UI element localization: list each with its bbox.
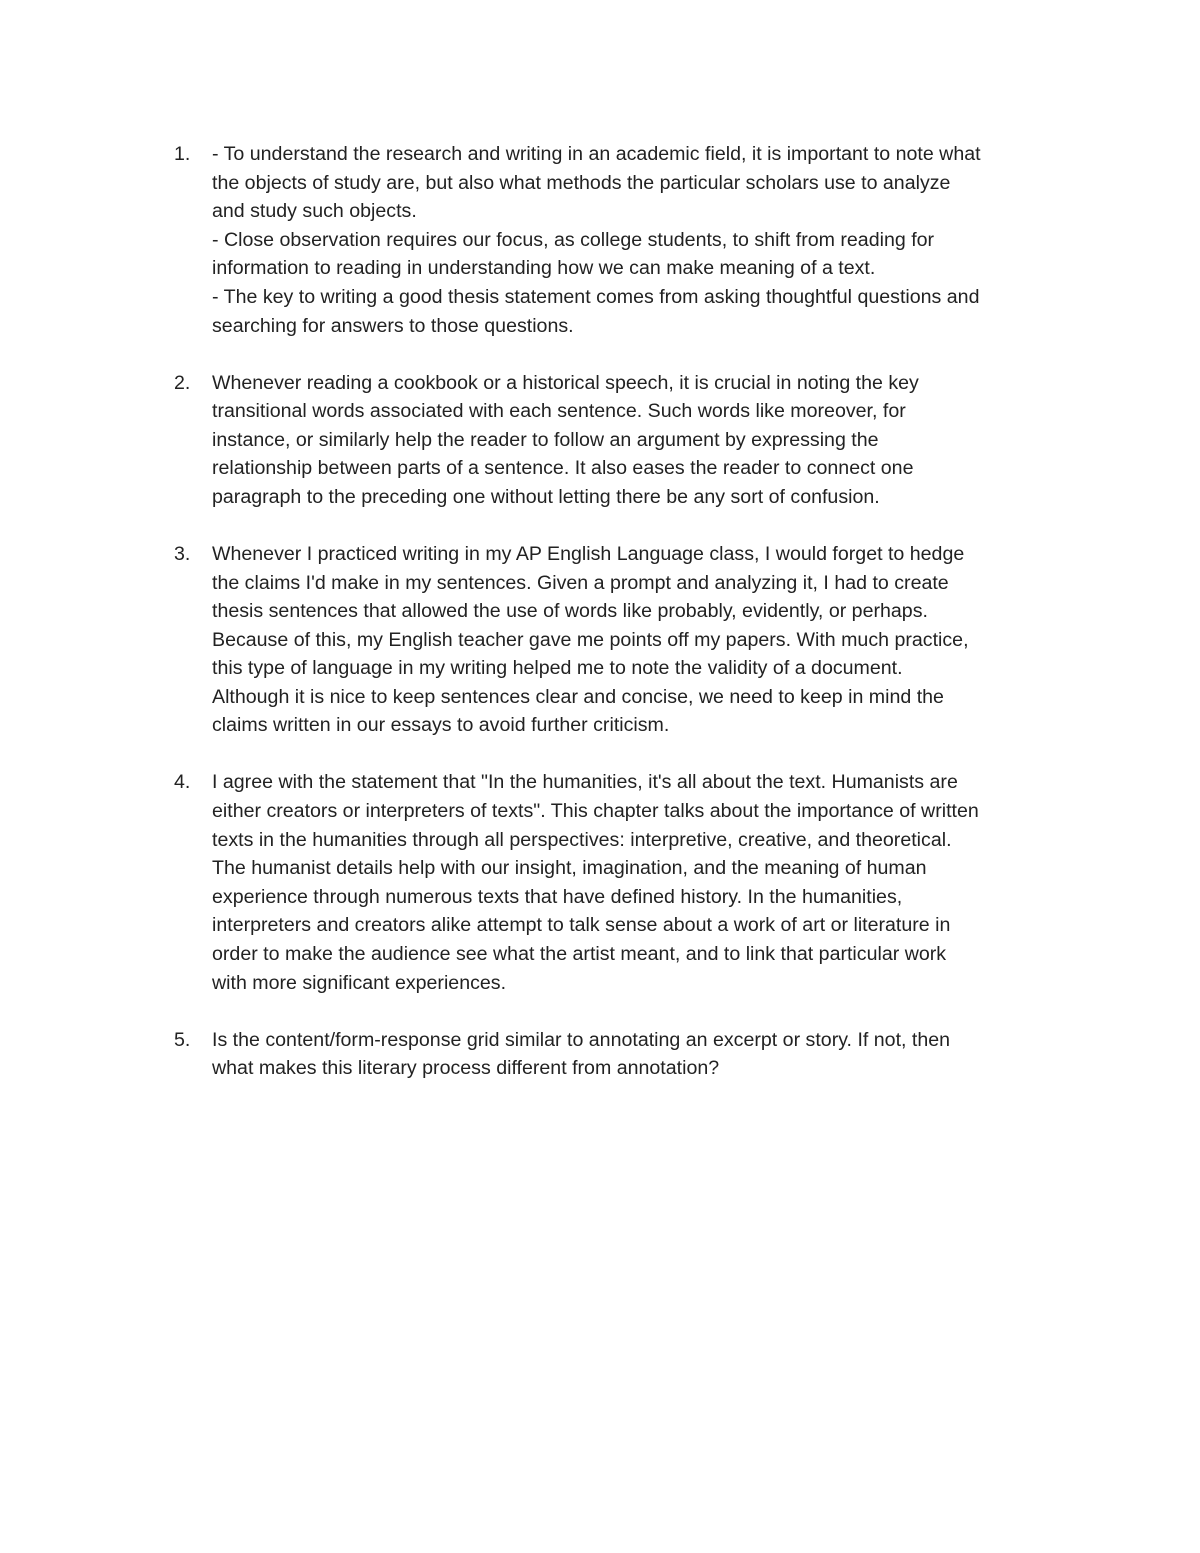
- text-line: Whenever I practiced writing in my AP English Language class, I would forget to hedge: [212, 542, 965, 565]
- text-line: information to reading in understanding how we can make meaning of a text.: [212, 257, 876, 280]
- text-line: transitional words associated with each sentence. Such words like moreover, for: [212, 400, 906, 423]
- text-line: experience through numerous texts that have defined history. In the humanities,: [212, 885, 903, 908]
- text-line: - The key to writing a good thesis statement comes from asking thoughtful questions and: [212, 285, 980, 308]
- text-line: Is the content/form-response grid similar to annotating an excerpt or story. If not, then: [212, 1028, 951, 1051]
- text-line: paragraph to the preceding one without letting there be any sort of confusion.: [212, 485, 880, 508]
- text-line: interpreters and creators alike attempt to talk sense about a work of art or literature in: [212, 914, 951, 937]
- text-line: claims written in our essays to avoid further criticism.: [212, 714, 670, 737]
- list-item-text: [212, 768, 1074, 997]
- text-line: and study such objects.: [212, 200, 417, 223]
- text-line: The humanist details help with our insight, imagination, and the meaning of human: [212, 857, 927, 880]
- list-item-number: 2.: [174, 371, 191, 394]
- list-item-number: 1.: [174, 143, 191, 165]
- text-line: with more significant experiences.: [212, 971, 507, 994]
- list-item-text: [212, 1026, 1074, 1083]
- text-line: this type of language in my writing helped me to note the validity of a document.: [212, 657, 903, 680]
- text-line: what makes this literary process different from annotation?: [212, 1057, 720, 1080]
- list-item-1: [174, 140, 1074, 340]
- list-item-5: [174, 1026, 1074, 1083]
- list-item-3: [174, 540, 1074, 740]
- text-line: texts in the humanities through all perspectives: interpretive, creative, and theoretical.: [212, 828, 952, 851]
- list-item-number: 4.: [174, 771, 191, 794]
- text-line: relationship between parts of a sentence. It also eases the reader to connect one: [212, 457, 914, 480]
- text-line: either creators or interpreters of texts". This chapter talks about the importance of written: [212, 800, 979, 823]
- list-item-text: [212, 369, 1074, 512]
- text-line: Whenever reading a cookbook or a historical speech, it is crucial in noting the key: [212, 371, 919, 394]
- list-item-2: [174, 369, 1074, 512]
- list-item-4: [174, 768, 1074, 997]
- text-line: searching for answers to those questions.: [212, 314, 574, 337]
- list-item-text: [212, 140, 1074, 340]
- list-item-number: 5.: [174, 1028, 191, 1051]
- text-line: instance, or similarly help the reader to follow an argument by expressing the: [212, 428, 879, 451]
- text-line: order to make the audience see what the artist meant, and to link that particular work: [212, 943, 947, 966]
- text-line: the claims I'd make in my sentences. Given a prompt and analyzing it, I had to create: [212, 571, 949, 594]
- text-line: - To understand the research and writing in an academic field, it is important to note what: [212, 143, 981, 165]
- text-line: thesis sentences that allowed the use of words like probably, evidently, or perhaps.: [212, 600, 928, 623]
- text-line: Because of this, my English teacher gave me points off my papers. With much practice,: [212, 628, 969, 651]
- list-item-text: [212, 540, 1074, 740]
- text-line: Although it is nice to keep sentences clear and concise, we need to keep in mind the: [212, 685, 944, 708]
- text-line: I agree with the statement that "In the humanities, it's all about the text. Humanists are: [212, 771, 958, 794]
- numbered-list: [174, 140, 1074, 1111]
- list-item-number: 3.: [174, 542, 191, 565]
- text-line: the objects of study are, but also what methods the particular scholars use to analyze: [212, 171, 951, 194]
- text-line: - Close observation requires our focus, as college students, to shift from reading for: [212, 228, 935, 251]
